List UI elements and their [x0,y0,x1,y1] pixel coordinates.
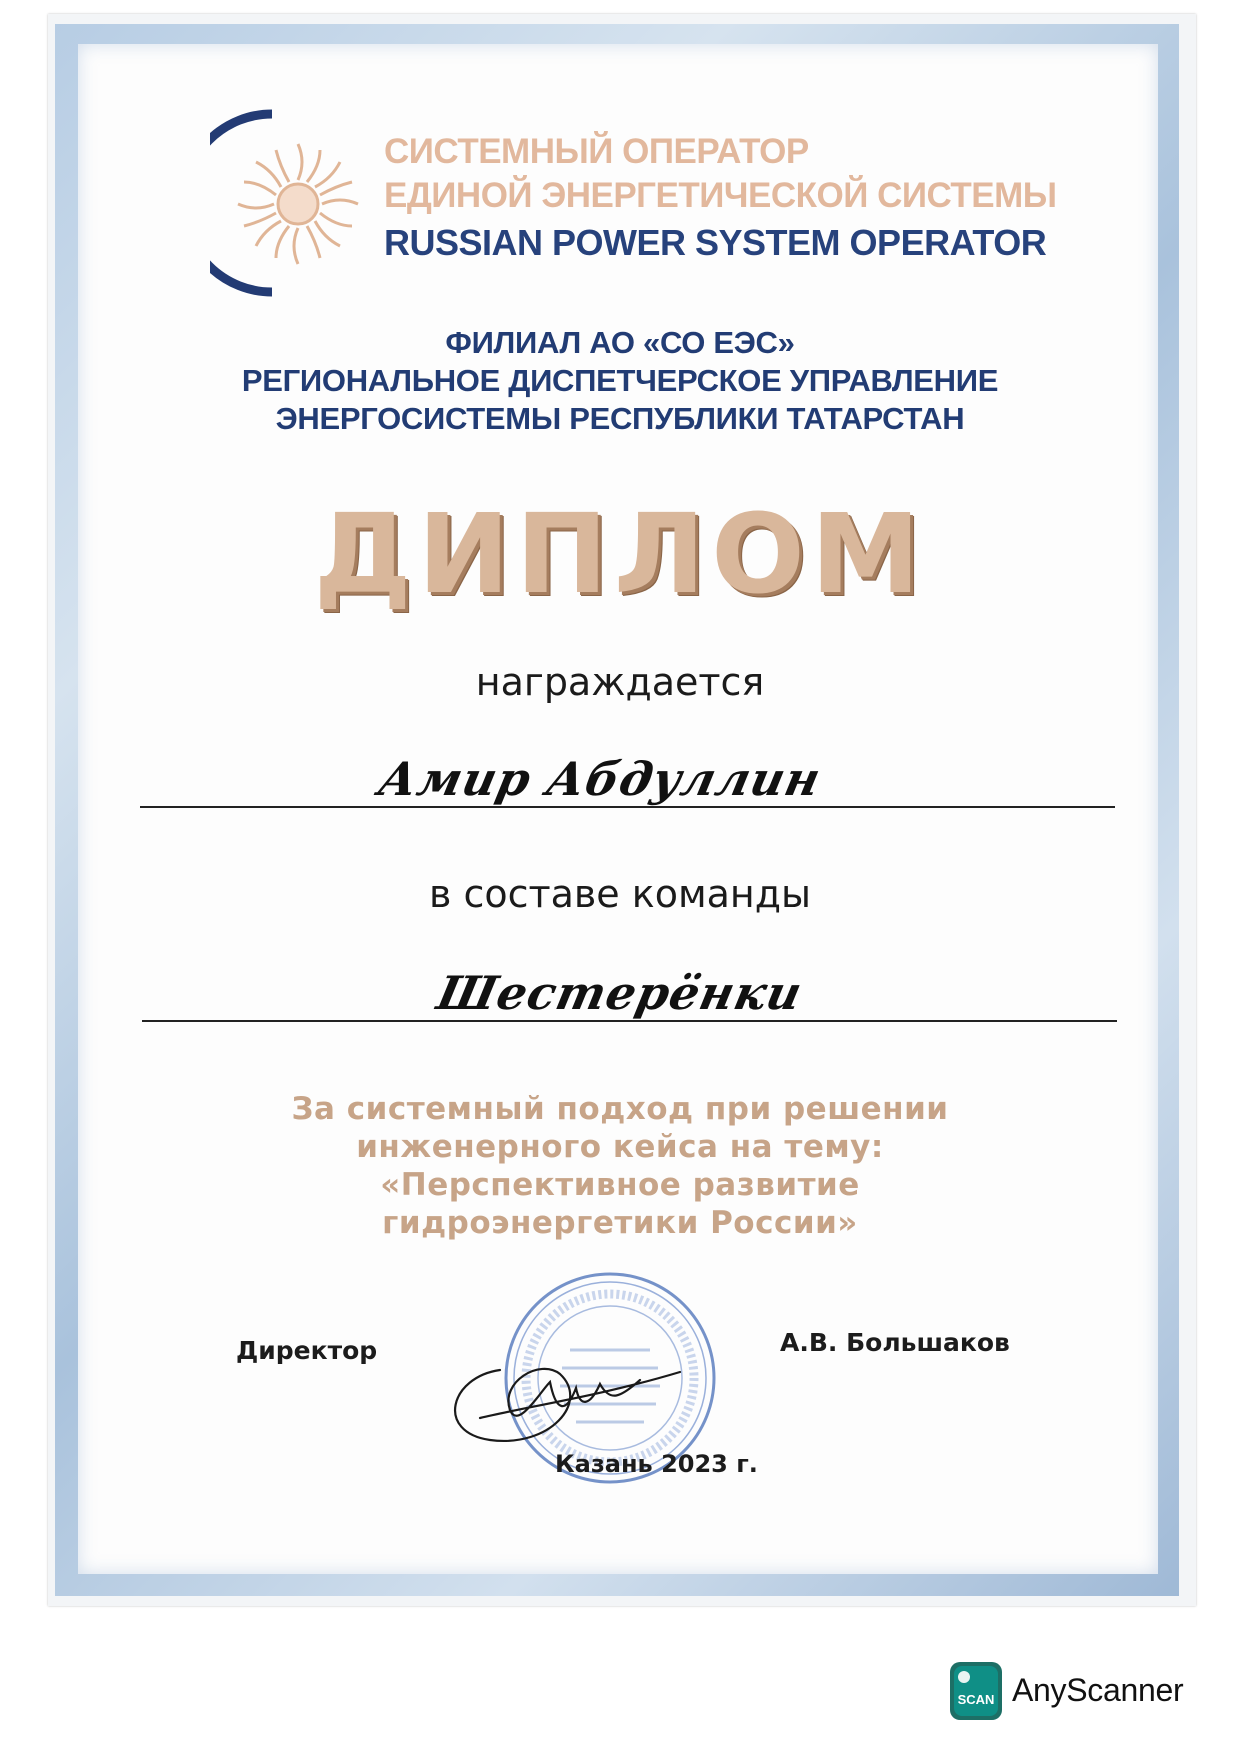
scanner-watermark [950,1662,1220,1720]
power-system-sun-logo-icon [210,108,370,298]
team-name: Шестерёнки [432,966,808,1020]
branch-line-2: РЕГИОНАЛЬНОЕ ДИСПЕТЧЕРСКОЕ УПРАВЛЕНИЕ [241,363,999,398]
awarded-label: награждается [475,660,765,704]
signatory-name: А.В. Большаков [780,1328,1010,1357]
city-year: Казань 2023 г. [555,1450,758,1478]
org-name-en: RUSSIAN POWER SYSTEM OPERATOR [384,222,1047,263]
org-name-ru-line1: СИСТЕМНЫЙ ОПЕРАТОР [384,132,809,171]
reason-line: инженерного кейса на тему: [356,1129,884,1165]
org-name-ru-line2: ЕДИНОЙ ЭНЕРГЕТИЧЕСКОЙ СИСТЕМЫ [384,176,1057,215]
award-reason [150,1090,1090,1242]
diploma-title: ДИПЛОМ [313,490,927,618]
branch-line-3: ЭНЕРГОСИСТЕМЫ РЕСПУБЛИКИ ТАТАРСТАН [275,401,965,436]
recipient-name: Амир Абдуллин [374,752,826,806]
reason-line: «Перспективное развитие [380,1167,860,1203]
team-label: в составе команды [428,872,812,916]
team-underline [142,1020,1117,1022]
svg-text:SCAN: SCAN [957,1692,995,1707]
reason-line: гидроэнергетики России» [382,1205,858,1241]
recipient-underline [140,806,1115,808]
handwritten-signature-icon [440,1322,690,1452]
reason-line: За системный подход при решении [291,1091,949,1127]
anyscanner-app-icon [950,1662,1002,1720]
scanner-app-name: AnyScanner [1012,1672,1184,1708]
branch-line-1: ФИЛИАЛ АО «СО ЕЭС» [445,325,795,360]
director-label: Директор [236,1336,378,1365]
